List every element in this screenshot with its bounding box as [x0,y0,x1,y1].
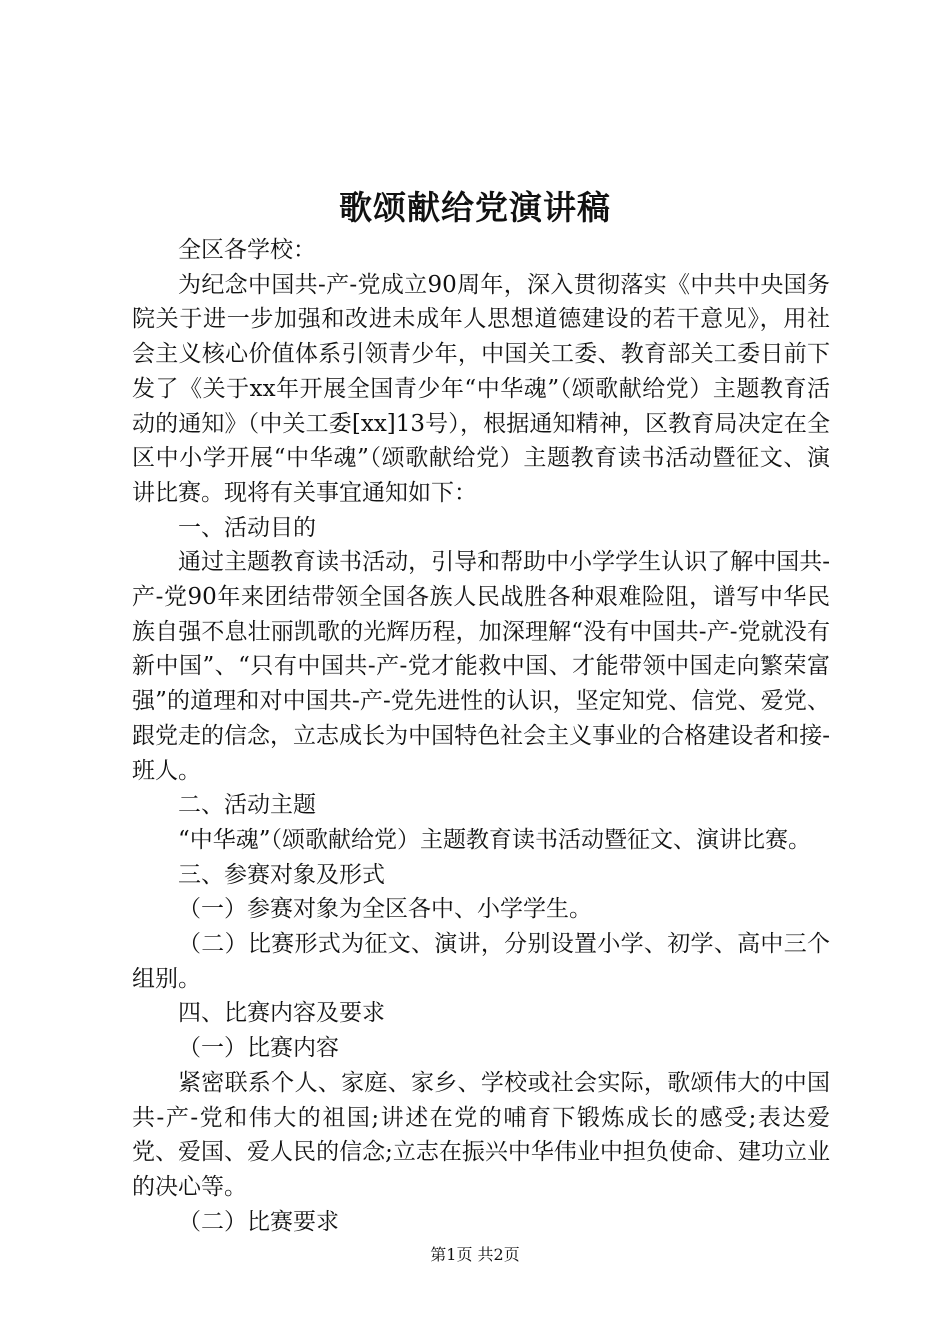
participants-item: （一）参赛对象为全区各中、小学学生。 [178,896,592,923]
section-heading-1: 一、活动目的 [178,514,316,541]
salutation: 全区各学校： [178,237,316,263]
requirements-subheading: （二）比赛要求 [178,1208,339,1235]
format-item: （二）比赛形式为征文、演讲，分别设置小学、初学、高中三个组别。 [132,931,830,992]
theme-paragraph: “中华魂”（颂歌献给党）主题教育读书活动暨征文、演讲比赛。 [178,826,812,853]
section-heading-4: 四、比赛内容及要求 [178,1000,385,1027]
document-title: 歌颂献给党演讲稿 [339,188,611,227]
intro-paragraph: 为纪念中国共-产-党成立90周年，深入贯彻落实《中共中央国务院关于进一步加强和改进未成年人思想道德建设的若干意见》，用社会主义核心价值体系引领青少年，中国关工委、教育部关工委日前下发了《关于xx年开展全国青少年“中华魂”（颂歌献给党）主题教育活动的通知》（中关工委[xx]13号），根据通知精神，区教育局决定在全区中小学开展“中华魂”（颂歌献给党）主题教育读书活动暨征文、演讲比赛。现将有关事宜通知如下： [132,271,830,506]
purpose-paragraph: 通过主题教育读书活动，引导和帮助中小学学生认识了解中国共-产-党90年来团结带领全国各族人民战胜各种艰难险阻，谱写中华民族自强不息壮丽凯歌的光辉历程，加深理解“没有中国共-产-党就没有新中国”、“只有中国共-产-党才能救中国、才能带领中国走向繁荣富强”的道理和对中国共-产-党先进性的认识，坚定知党、信党、爱党、跟党走的信念，立志成长为中国特色社会主义事业的合格建设者和接-班人。 [132,549,830,784]
section-heading-3: 三、参赛对象及形式 [178,861,385,888]
content-paragraph: 紧密联系个人、家庭、家乡、学校或社会实际，歌颂伟大的中国共-产-党和伟大的祖国;讲述在党的哺育下锻炼成长的感受;表达爱党、爱国、爱人民的信念;立志在振兴中华伟业中担负使命、建功立业的决心等。 [132,1069,830,1200]
section-heading-2: 二、活动主题 [178,792,316,819]
document-body [132,233,830,1239]
content-subheading: （一）比赛内容 [178,1035,339,1062]
page-number: 第1页 共2页 [430,1245,520,1264]
